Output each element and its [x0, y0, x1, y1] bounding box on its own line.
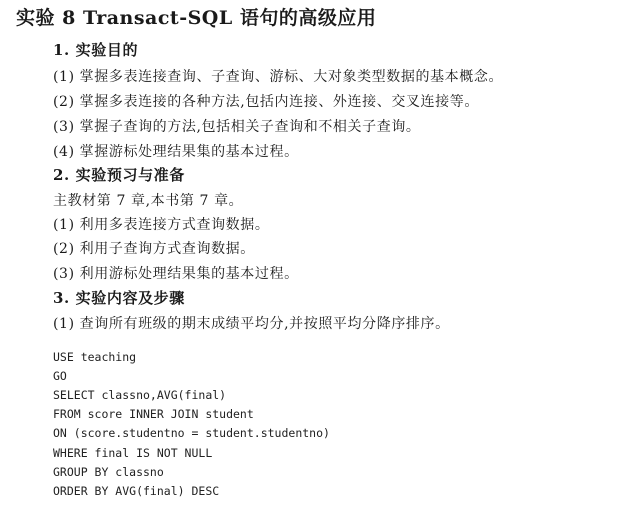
sql-code-line: USE teaching [53, 350, 137, 364]
section-heading-procedure: 3. 实验内容及步骤 [53, 289, 185, 307]
experiment-title: 实验 8 Transact-SQL 语句的高级应用 [16, 7, 377, 29]
section-heading-objectives: 1. 实验目的 [53, 41, 139, 59]
sql-code-line: ORDER BY AVG(final) DESC [53, 484, 220, 498]
objective-item-3: (3) 掌握子查询的方法,包括相关子查询和不相关子查询。 [53, 119, 421, 135]
preparation-item-4: (3) 利用游标处理结果集的基本过程。 [53, 266, 299, 282]
preparation-item-3: (2) 利用子查询方式查询数据。 [53, 241, 255, 257]
objective-item-2: (2) 掌握多表连接的各种方法,包括内连接、外连接、交叉连接等。 [53, 94, 479, 110]
objective-item-4: (4) 掌握游标处理结果集的基本过程。 [53, 144, 299, 160]
objective-item-1: (1) 掌握多表连接查询、子查询、游标、大对象类型数据的基本概念。 [53, 69, 504, 85]
section-heading-preparation: 2. 实验预习与准备 [53, 166, 185, 184]
preparation-item-1: 主教材第 7 章,本书第 7 章。 [53, 193, 244, 209]
sql-code-line: ON (score.studentno = student.studentno) [53, 426, 330, 440]
sql-code-line: GO [53, 369, 67, 383]
sql-code-line: WHERE final IS NOT NULL [53, 446, 213, 460]
preparation-item-2: (1) 利用多表连接方式查询数据。 [53, 217, 270, 233]
sql-code-line: SELECT classno,AVG(final) [53, 388, 227, 402]
procedure-item-1: (1) 查询所有班级的期末成绩平均分,并按照平均分降序排序。 [53, 316, 450, 332]
sql-code-line: GROUP BY classno [53, 465, 164, 479]
sql-code-line: FROM score INNER JOIN student [53, 407, 254, 421]
